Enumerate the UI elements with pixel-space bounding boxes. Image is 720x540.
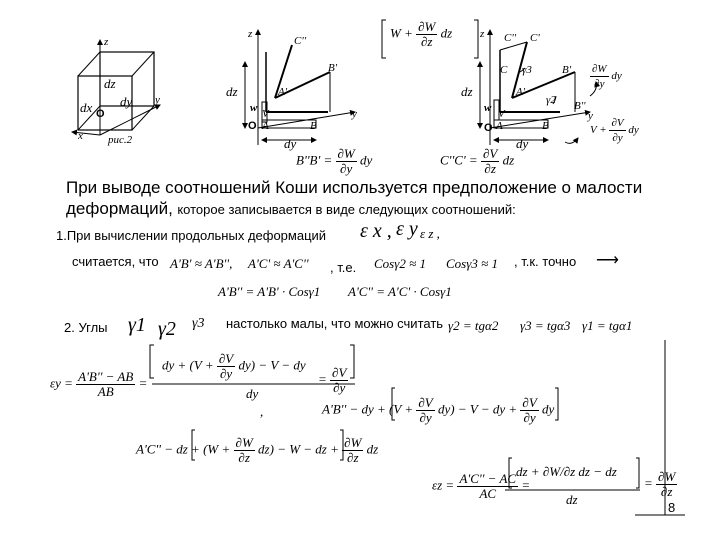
fig3-gamma3-label: γ3	[522, 64, 532, 76]
text-line-4a: считается, что	[72, 254, 159, 269]
fig2-dy-label: dy	[284, 136, 297, 151]
page-number: 8	[668, 500, 676, 515]
fig3-formula: C''C' = $\frac{\partial V}{\partial z}$ dz	[440, 146, 515, 176]
fig3-z-label: z	[480, 28, 485, 40]
tg-formula-1: γ2 = tgα2	[448, 318, 499, 333]
x-axis	[72, 132, 100, 135]
formula-4c: Cosγ2 ≈ 1	[374, 256, 426, 271]
fig2-apt-label: A	[262, 120, 269, 132]
fig3-apt-label: A	[496, 120, 503, 132]
eps-z-big-denominator: dz	[566, 492, 578, 507]
formula-4a: A'B' ≈ A'B'',	[170, 256, 233, 271]
fig2-dz-label: dz	[226, 84, 238, 99]
fig2-v-label: V	[262, 108, 269, 120]
formula-5a: A'B'' = A'B' · Cosγ1	[218, 284, 321, 299]
fig3-dz-label: dz	[461, 84, 473, 99]
fig3-c2-label: C''	[504, 32, 517, 44]
fig3-v-label: V	[498, 108, 505, 120]
fig2-w-label: w	[250, 102, 258, 114]
fig2-c2-label: C''	[294, 35, 307, 47]
fig1-dx-label: dx	[80, 100, 93, 115]
eps-y: ε y	[396, 218, 418, 240]
eps-y-result: = $\frac{\partial V}{\partial y}$	[318, 365, 347, 395]
cube-figure	[72, 40, 160, 135]
comma: ,	[260, 404, 264, 419]
formula-4b: A'C' ≈ A'C''	[248, 256, 309, 271]
fig1-caption: рис.2	[108, 134, 133, 146]
fig3-gamma2-label: γ2	[546, 94, 556, 106]
ab-expansion: A'B'' − dy + (V + $\frac{\partial V}{\partial y}$ dy) − V − dy + $\frac{\partial V}{\partial y}$ dy	[322, 395, 555, 425]
fig3-bpt-label: B	[542, 120, 549, 132]
arrow-right-icon: ⟶	[596, 252, 619, 269]
big-numerator: dy + (V + $\frac{\partial V}{\partial y}$ dy) − V − dy	[162, 351, 306, 381]
text-line-2: деформаций, которое записывается в виде следующих соотношений:	[66, 199, 516, 218]
text-line-3: 1.При вычислении продольных деформаций	[56, 228, 327, 243]
fig3-b2-label: B''	[574, 100, 586, 112]
gamma-3: γ3	[192, 316, 205, 331]
fig3-c1-label: C'	[530, 32, 540, 44]
fig1-dz-label: dz	[104, 76, 116, 91]
fig3-side-formula-1: $\frac{\partial W}{\partial y}$ dy	[592, 63, 622, 90]
fig2-a-label: A'	[278, 86, 288, 98]
fig3-c-label: C	[500, 64, 508, 76]
text-line-6b: настолько малы, что можно считать	[226, 316, 444, 331]
fig3-b1-label: B'	[562, 64, 572, 76]
text-line-1: При выводе соотношений Коши используется предположение о малости	[66, 178, 643, 197]
fig3-y-label: y	[588, 110, 593, 122]
formula-5b: A'C'' = A'C' · Cosγ1	[348, 284, 452, 299]
text-line-4b: , т.е.	[330, 260, 357, 275]
fig1-dy-label: dy	[120, 94, 133, 109]
gamma-2: γ2	[158, 318, 176, 340]
text-line-4c: , т.к. точно	[514, 254, 577, 269]
fig1-z-label: z	[104, 36, 109, 48]
text-line-6a: 2. Углы	[64, 320, 108, 335]
eps-z-result: = $\frac{\partial W}{\partial z}$	[644, 469, 676, 499]
fig2-origin-label: O	[248, 120, 257, 132]
tg-formula-2: γ3 = tgα3	[520, 318, 571, 333]
fig3-origin-label: O	[484, 122, 493, 134]
fig3-dy-label: dy	[516, 136, 529, 151]
fig2-y-label: y	[352, 108, 357, 120]
gamma-1: γ1	[128, 314, 146, 336]
fig3-side-formula-2: V + $\frac{\partial V}{\partial y}$ dy	[590, 117, 639, 144]
ac-expansion: A'C'' − dz + (W + $\frac{\partial W}{\partial z}$ dz) − W − dz + $\frac{\partial W}{\partial z}$ dz	[136, 435, 379, 465]
eps-z-big-numerator: dz + ∂W/∂z dz − dz	[516, 464, 617, 479]
formula-4d: Cosγ3 ≈ 1	[446, 256, 498, 271]
eps-y-formula: εy = $\frac{A'B'' - AB}{AB}$ =	[50, 369, 148, 399]
eps-z: ε z ,	[420, 226, 440, 241]
fig1-origin-label: O	[96, 108, 105, 120]
eps-z-formula: εz = $\frac{A'C'' - AC}{AC}$ =	[432, 471, 531, 501]
eps-x: ε x ,	[360, 220, 392, 242]
fig2-z-label: z	[248, 28, 253, 40]
fig3-top-formula: W + $\frac{\partial W}{\partial z}$ dz	[390, 19, 453, 49]
fig1-y-label: y	[155, 94, 160, 106]
fig3-a-label: A'	[516, 86, 526, 98]
fig3-w-label: w	[484, 102, 492, 114]
fig2-b2-label: B'	[328, 62, 338, 74]
big-denominator: dy	[246, 386, 259, 401]
fig1-x-label: x	[78, 130, 83, 142]
fig2-formula: B''B' = $\frac{\partial W}{\partial y}$ dy	[296, 146, 373, 176]
fig2-bpt-label: B	[310, 120, 317, 132]
tg-formula-3: γ1 = tgα1	[582, 318, 633, 333]
